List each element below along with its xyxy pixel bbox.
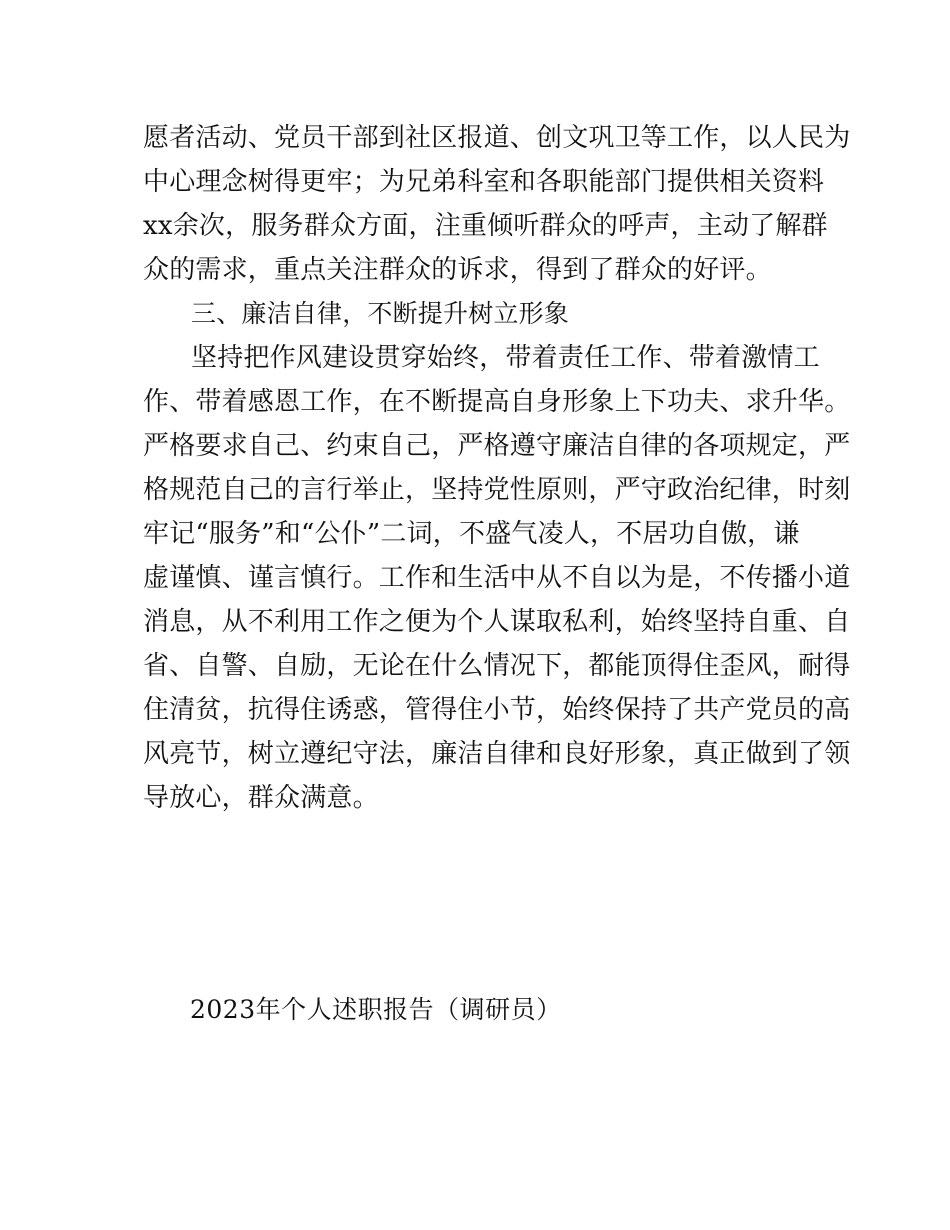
text-line: 住清贫，抗得住诱惑，管得住小节，始终保持了共产党员的高 bbox=[143, 695, 851, 725]
section-heading: 三、廉洁自律，不断提升树立形象 bbox=[191, 299, 570, 328]
paragraph-first-line: 坚持把作风建设贯穿始终，带着责任工作、带着激情工 bbox=[191, 343, 820, 373]
text-line: 众的需求，重点关注群众的诉求，得到了群众的好评。 bbox=[143, 255, 772, 285]
text-line: 消息，从不利用工作之便为个人谋取私利，始终坚持自重、自 bbox=[143, 607, 851, 637]
text-line: 风亮节，树立遵纪守法，廉洁自律和良好形象，真正做到了领 bbox=[143, 739, 851, 769]
text-line: xx余次，服务群众方面，注重倾听群众的呼声，主动了解群 bbox=[143, 211, 828, 241]
text-line: 导放心，群众满意。 bbox=[143, 783, 379, 813]
report-title: 2023年个人述职报告（调研员） bbox=[190, 995, 562, 1024]
text-line: 中心理念树得更牢；为兄弟科室和各职能部门提供相关资料 bbox=[143, 167, 825, 197]
text-line: 牢记“服务”和“公仆”二词，不盛气凌人，不居功自傲，谦 bbox=[143, 519, 800, 549]
text-line: 严格要求自己、约束自己，严格遵守廉洁自律的各项规定，严 bbox=[143, 431, 851, 461]
text-line: 愿者活动、党员干部到社区报道、创文巩卫等工作，以人民为 bbox=[143, 123, 851, 153]
text-line: 省、自警、自励，无论在什么情况下，都能顶得住歪风，耐得 bbox=[143, 651, 851, 681]
text-line: 作、带着感恩工作，在不断提高自身形象上下功夫、求升华。 bbox=[143, 387, 851, 417]
text-line: 格规范自己的言行举止，坚持党性原则，严守政治纪律，时刻 bbox=[143, 475, 851, 505]
body-text bbox=[143, 116, 851, 820]
text-line: 虚谨慎、谨言慎行。工作和生活中从不自以为是，不传播小道 bbox=[143, 563, 851, 593]
